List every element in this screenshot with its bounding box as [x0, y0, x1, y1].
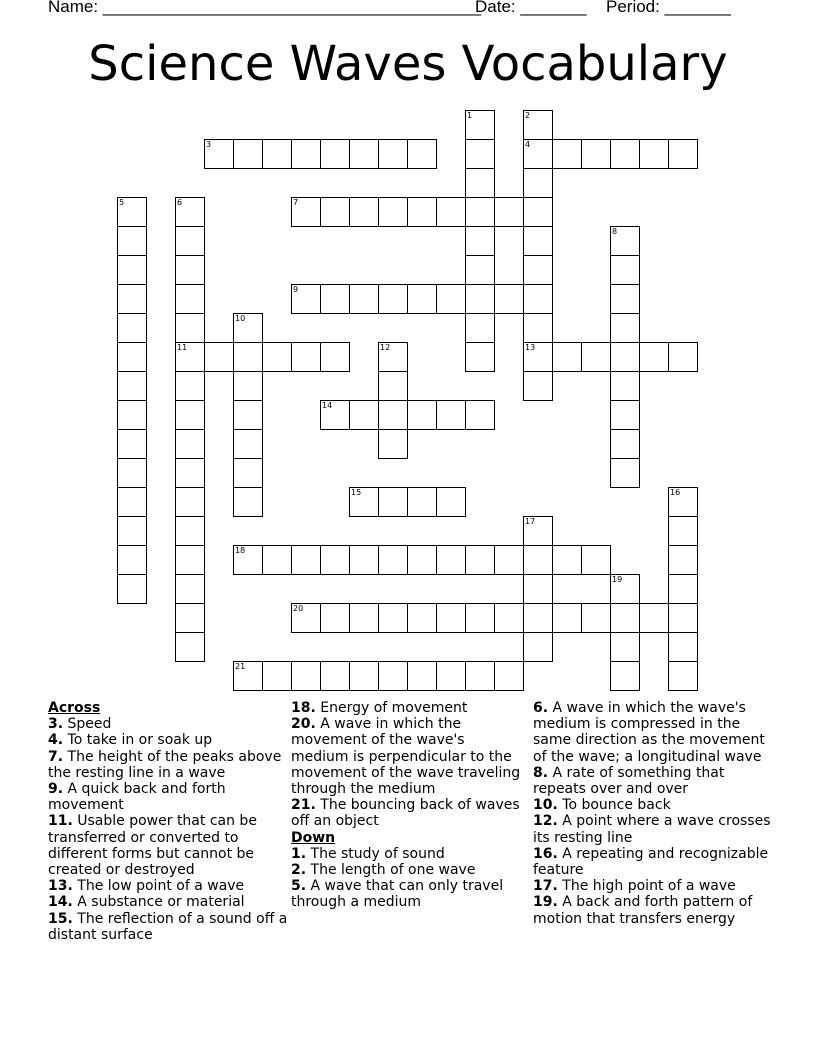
across-heading: Across	[48, 700, 101, 716]
crossword-cell[interactable]	[233, 661, 263, 691]
clue-across-14: 14. A substance or material	[48, 894, 245, 911]
clue-number: 7	[293, 198, 299, 207]
crossword-cell[interactable]	[436, 661, 466, 691]
crossword-cell[interactable]	[610, 661, 640, 691]
clue-across-7: 7. The height of the peaks above the resting line in a wave	[48, 748, 282, 781]
crossword-cell[interactable]	[581, 545, 611, 575]
crossword-cell[interactable]	[668, 139, 698, 169]
crossword-cell[interactable]	[117, 574, 147, 604]
crossword-cell[interactable]	[552, 603, 582, 633]
crossword-cell[interactable]	[465, 110, 495, 140]
crossword-cell[interactable]	[465, 197, 495, 227]
crossword-cell[interactable]	[175, 516, 205, 546]
crossword-cell[interactable]	[204, 139, 234, 169]
crossword-cell[interactable]	[523, 255, 553, 285]
clue-down-8: 8. A rate of something that repeats over and over	[533, 764, 725, 798]
crossword-cell[interactable]	[262, 342, 292, 372]
crossword-cell[interactable]	[378, 400, 408, 430]
crossword-cell[interactable]	[262, 139, 292, 169]
crossword-cell[interactable]	[436, 545, 466, 575]
crossword-cell[interactable]	[233, 458, 263, 488]
crossword-cell[interactable]	[407, 661, 437, 691]
crossword-cell[interactable]	[465, 226, 495, 256]
crossword-cell[interactable]	[262, 661, 292, 691]
crossword-cell[interactable]	[349, 487, 379, 517]
crossword-cell[interactable]	[639, 139, 669, 169]
crossword-cell[interactable]	[668, 516, 698, 546]
crossword-cell[interactable]	[175, 371, 205, 401]
crossword-cell[interactable]	[436, 284, 466, 314]
crossword-cell[interactable]	[291, 284, 321, 314]
period-field-label: Period: _______	[606, 0, 731, 16]
crossword-cell[interactable]	[378, 342, 408, 372]
crossword-cell[interactable]	[320, 603, 350, 633]
clue-down-19: 19. A back and forth pattern of motion that transfers energy	[533, 894, 753, 927]
clue-down-1: 1. The study of sound	[291, 845, 445, 862]
crossword-cell[interactable]	[175, 255, 205, 285]
clue-number: 21	[235, 662, 246, 671]
crossword-cell[interactable]	[436, 400, 466, 430]
crossword-cell[interactable]	[668, 603, 698, 633]
crossword-cell[interactable]	[291, 661, 321, 691]
name-field-label: Name: ________________________________________	[48, 0, 481, 16]
crossword-cell[interactable]	[320, 197, 350, 227]
crossword-cell[interactable]	[523, 168, 553, 198]
clue-number: 17	[525, 517, 536, 526]
crossword-cell[interactable]	[233, 371, 263, 401]
crossword-cell[interactable]	[175, 545, 205, 575]
crossword-cell[interactable]	[668, 574, 698, 604]
crossword-cell[interactable]	[349, 139, 379, 169]
crossword-cell[interactable]	[117, 371, 147, 401]
crossword-cell[interactable]	[465, 342, 495, 372]
clue-number: 3	[206, 140, 212, 149]
down-heading: Down	[291, 829, 336, 846]
crossword-cell[interactable]	[204, 342, 234, 372]
clue-across-21: 21. The bouncing back of waves off an object	[291, 797, 520, 830]
crossword-cell[interactable]	[378, 197, 408, 227]
crossword-cell[interactable]	[117, 342, 147, 372]
crossword-cell[interactable]	[407, 284, 437, 314]
crossword-cell[interactable]	[465, 313, 495, 343]
crossword-cell[interactable]	[523, 313, 553, 343]
crossword-cell[interactable]	[668, 487, 698, 517]
crossword-cell[interactable]	[523, 632, 553, 662]
crossword-cell[interactable]	[291, 545, 321, 575]
crossword-cell[interactable]	[639, 342, 669, 372]
crossword-cell[interactable]	[407, 545, 437, 575]
crossword-cell[interactable]	[523, 110, 553, 140]
clue-down-12: 12. A point where a wave crosses its resting line	[533, 813, 771, 846]
date-field-label: Date: _______	[475, 0, 587, 16]
crossword-cell[interactable]	[407, 139, 437, 169]
crossword-cell[interactable]	[552, 139, 582, 169]
crossword-cell[interactable]	[291, 342, 321, 372]
crossword-cell[interactable]	[117, 197, 147, 227]
crossword-cell[interactable]	[262, 545, 292, 575]
crossword-cell[interactable]	[523, 342, 553, 372]
crossword-cell[interactable]	[175, 226, 205, 256]
crossword-cell[interactable]	[378, 284, 408, 314]
crossword-cell[interactable]	[378, 371, 408, 401]
crossword-cell[interactable]	[494, 603, 524, 633]
crossword-cell[interactable]	[233, 429, 263, 459]
clue-number: 4	[525, 140, 531, 149]
crossword-cell[interactable]	[465, 139, 495, 169]
crossword-cell[interactable]	[320, 139, 350, 169]
clue-number: 1	[467, 111, 473, 120]
crossword-cell[interactable]	[668, 661, 698, 691]
crossword-cell[interactable]	[552, 342, 582, 372]
crossword-cell[interactable]	[610, 458, 640, 488]
crossword-cell[interactable]	[378, 487, 408, 517]
crossword-cell[interactable]	[465, 400, 495, 430]
clue-number: 5	[119, 198, 125, 207]
crossword-cell[interactable]	[581, 139, 611, 169]
crossword-cell[interactable]	[523, 284, 553, 314]
clue-column-2	[291, 700, 526, 911]
crossword-cell[interactable]	[523, 139, 553, 169]
crossword-cell[interactable]	[407, 487, 437, 517]
crossword-cell[interactable]	[610, 226, 640, 256]
clue-number: 6	[177, 198, 183, 207]
crossword-cell[interactable]	[175, 574, 205, 604]
clue-number: 15	[351, 488, 362, 497]
crossword-cell[interactable]	[175, 487, 205, 517]
crossword-cell[interactable]	[175, 197, 205, 227]
crossword-cell[interactable]	[291, 603, 321, 633]
crossword-cell[interactable]	[494, 197, 524, 227]
clue-number: 20	[293, 604, 304, 613]
clue-across-9: 9. A quick back and forth movement	[48, 781, 226, 814]
crossword-cell[interactable]	[233, 545, 263, 575]
clue-number: 8	[612, 227, 618, 236]
crossword-cell[interactable]	[233, 487, 263, 517]
clue-across-18: 18. Energy of movement	[291, 700, 468, 716]
crossword-cell[interactable]	[117, 284, 147, 314]
crossword-cell[interactable]	[465, 284, 495, 314]
crossword-cell[interactable]	[610, 574, 640, 604]
clue-down-5: 5. A wave that can only travel through a medium	[291, 878, 504, 911]
clue-number: 9	[293, 285, 299, 294]
crossword-cell[interactable]	[117, 458, 147, 488]
crossword-cell[interactable]	[378, 545, 408, 575]
crossword-cell[interactable]	[233, 313, 263, 343]
crossword-cell[interactable]	[320, 545, 350, 575]
crossword-cell[interactable]	[465, 661, 495, 691]
crossword-cell[interactable]	[407, 400, 437, 430]
crossword-cell[interactable]	[523, 516, 553, 546]
crossword-cell[interactable]	[175, 342, 205, 372]
crossword-cell[interactable]	[523, 545, 553, 575]
crossword-cell[interactable]	[610, 371, 640, 401]
crossword-cell[interactable]	[233, 139, 263, 169]
crossword-cell[interactable]	[320, 284, 350, 314]
crossword-cell[interactable]	[610, 632, 640, 662]
crossword-cell[interactable]	[465, 255, 495, 285]
crossword-cell[interactable]	[117, 255, 147, 285]
crossword-cell[interactable]	[465, 168, 495, 198]
crossword-cell[interactable]	[523, 574, 553, 604]
clue-down-6: 6. A wave in which the wave's medium is compressed in the same direction as the movement of the wave; a longitudinal wave	[533, 700, 765, 765]
clue-across-4: 4. To take in or soak up	[48, 732, 213, 749]
crossword-cell[interactable]	[610, 139, 640, 169]
crossword-cell[interactable]	[233, 400, 263, 430]
crossword-cell[interactable]	[610, 342, 640, 372]
crossword-cell[interactable]	[233, 342, 263, 372]
crossword-cell[interactable]	[610, 313, 640, 343]
clue-down-16: 16. A repeating and recognizable feature	[533, 845, 769, 879]
crossword-cell[interactable]	[117, 400, 147, 430]
crossword-cell[interactable]	[523, 603, 553, 633]
clue-number: 14	[322, 401, 333, 410]
crossword-cell[interactable]	[610, 429, 640, 459]
crossword-cell[interactable]	[291, 197, 321, 227]
crossword-cell[interactable]	[523, 226, 553, 256]
crossword-cell[interactable]	[610, 400, 640, 430]
crossword-cell[interactable]	[175, 284, 205, 314]
crossword-cell[interactable]	[117, 516, 147, 546]
crossword-cell[interactable]	[117, 545, 147, 575]
crossword-cell[interactable]	[436, 603, 466, 633]
crossword-cell[interactable]	[175, 429, 205, 459]
crossword-cell[interactable]	[668, 545, 698, 575]
clue-down-10: 10. To bounce back	[533, 797, 671, 814]
clue-column-1	[48, 700, 288, 943]
crossword-cell[interactable]	[552, 545, 582, 575]
crossword-cell[interactable]	[175, 400, 205, 430]
crossword-cell[interactable]	[494, 545, 524, 575]
crossword-cell[interactable]	[407, 197, 437, 227]
clue-across-15: 15. The reflection of a sound off a distant surface	[48, 910, 288, 943]
clue-number: 13	[525, 343, 536, 352]
crossword-cell[interactable]	[117, 487, 147, 517]
clue-number: 19	[612, 575, 623, 584]
clue-across-11: 11. Usable power that can be transferred or converted to different forms but cannot be created or destroyed	[48, 813, 257, 879]
crossword-cell[interactable]	[291, 139, 321, 169]
crossword-cell[interactable]	[349, 284, 379, 314]
clue-number: 11	[177, 343, 188, 352]
clue-down-2: 2. The length of one wave	[291, 862, 476, 879]
crossword-cell[interactable]	[349, 400, 379, 430]
crossword-cell[interactable]	[349, 603, 379, 633]
crossword-cell[interactable]	[378, 429, 408, 459]
crossword-cell[interactable]	[175, 313, 205, 343]
clue-column-3	[533, 700, 773, 927]
crossword-cell[interactable]	[117, 313, 147, 343]
crossword-cell[interactable]	[523, 371, 553, 401]
crossword-cell[interactable]	[378, 139, 408, 169]
clue-number: 10	[235, 314, 246, 323]
crossword-cell[interactable]	[175, 458, 205, 488]
crossword-cell[interactable]	[320, 342, 350, 372]
crossword-cell[interactable]	[668, 632, 698, 662]
clue-number: 2	[525, 111, 531, 120]
clue-number: 18	[235, 546, 246, 555]
crossword-cell[interactable]	[639, 603, 669, 633]
crossword-cell[interactable]	[494, 284, 524, 314]
clue-number: 16	[670, 488, 681, 497]
clue-across-13: 13. The low point of a wave	[48, 878, 245, 895]
crossword-cell[interactable]	[407, 603, 437, 633]
crossword-cell[interactable]	[668, 342, 698, 372]
crossword-cell[interactable]	[175, 603, 205, 633]
clue-number: 12	[380, 343, 391, 352]
clue-down-17: 17. The high point of a wave	[533, 878, 736, 895]
crossword-cell[interactable]	[320, 661, 350, 691]
crossword-cell[interactable]	[436, 197, 466, 227]
crossword-cell[interactable]	[349, 545, 379, 575]
crossword-cell[interactable]	[117, 226, 147, 256]
crossword-cell[interactable]	[117, 429, 147, 459]
crossword-cell[interactable]	[610, 255, 640, 285]
crossword-cell[interactable]	[378, 603, 408, 633]
clue-across-20: 20. A wave in which the movement of the wave's medium is perpendicular to the movement of the wave traveling through the medium	[291, 716, 521, 798]
crossword-cell[interactable]	[175, 632, 205, 662]
crossword-cell[interactable]	[610, 284, 640, 314]
clue-across-3: 3. Speed	[48, 716, 112, 733]
crossword-cell[interactable]	[581, 342, 611, 372]
crossword-cell[interactable]	[494, 661, 524, 691]
crossword-cell[interactable]	[349, 197, 379, 227]
crossword-cell[interactable]	[523, 197, 553, 227]
crossword-cell[interactable]	[581, 603, 611, 633]
crossword-cell[interactable]	[465, 545, 495, 575]
crossword-cell[interactable]	[349, 661, 379, 691]
crossword-cell[interactable]	[436, 487, 466, 517]
crossword-cell[interactable]	[465, 603, 495, 633]
page-title: Science Waves Vocabulary	[88, 36, 728, 92]
crossword-cell[interactable]	[378, 661, 408, 691]
crossword-cell[interactable]	[610, 603, 640, 633]
crossword-cell[interactable]	[320, 400, 350, 430]
